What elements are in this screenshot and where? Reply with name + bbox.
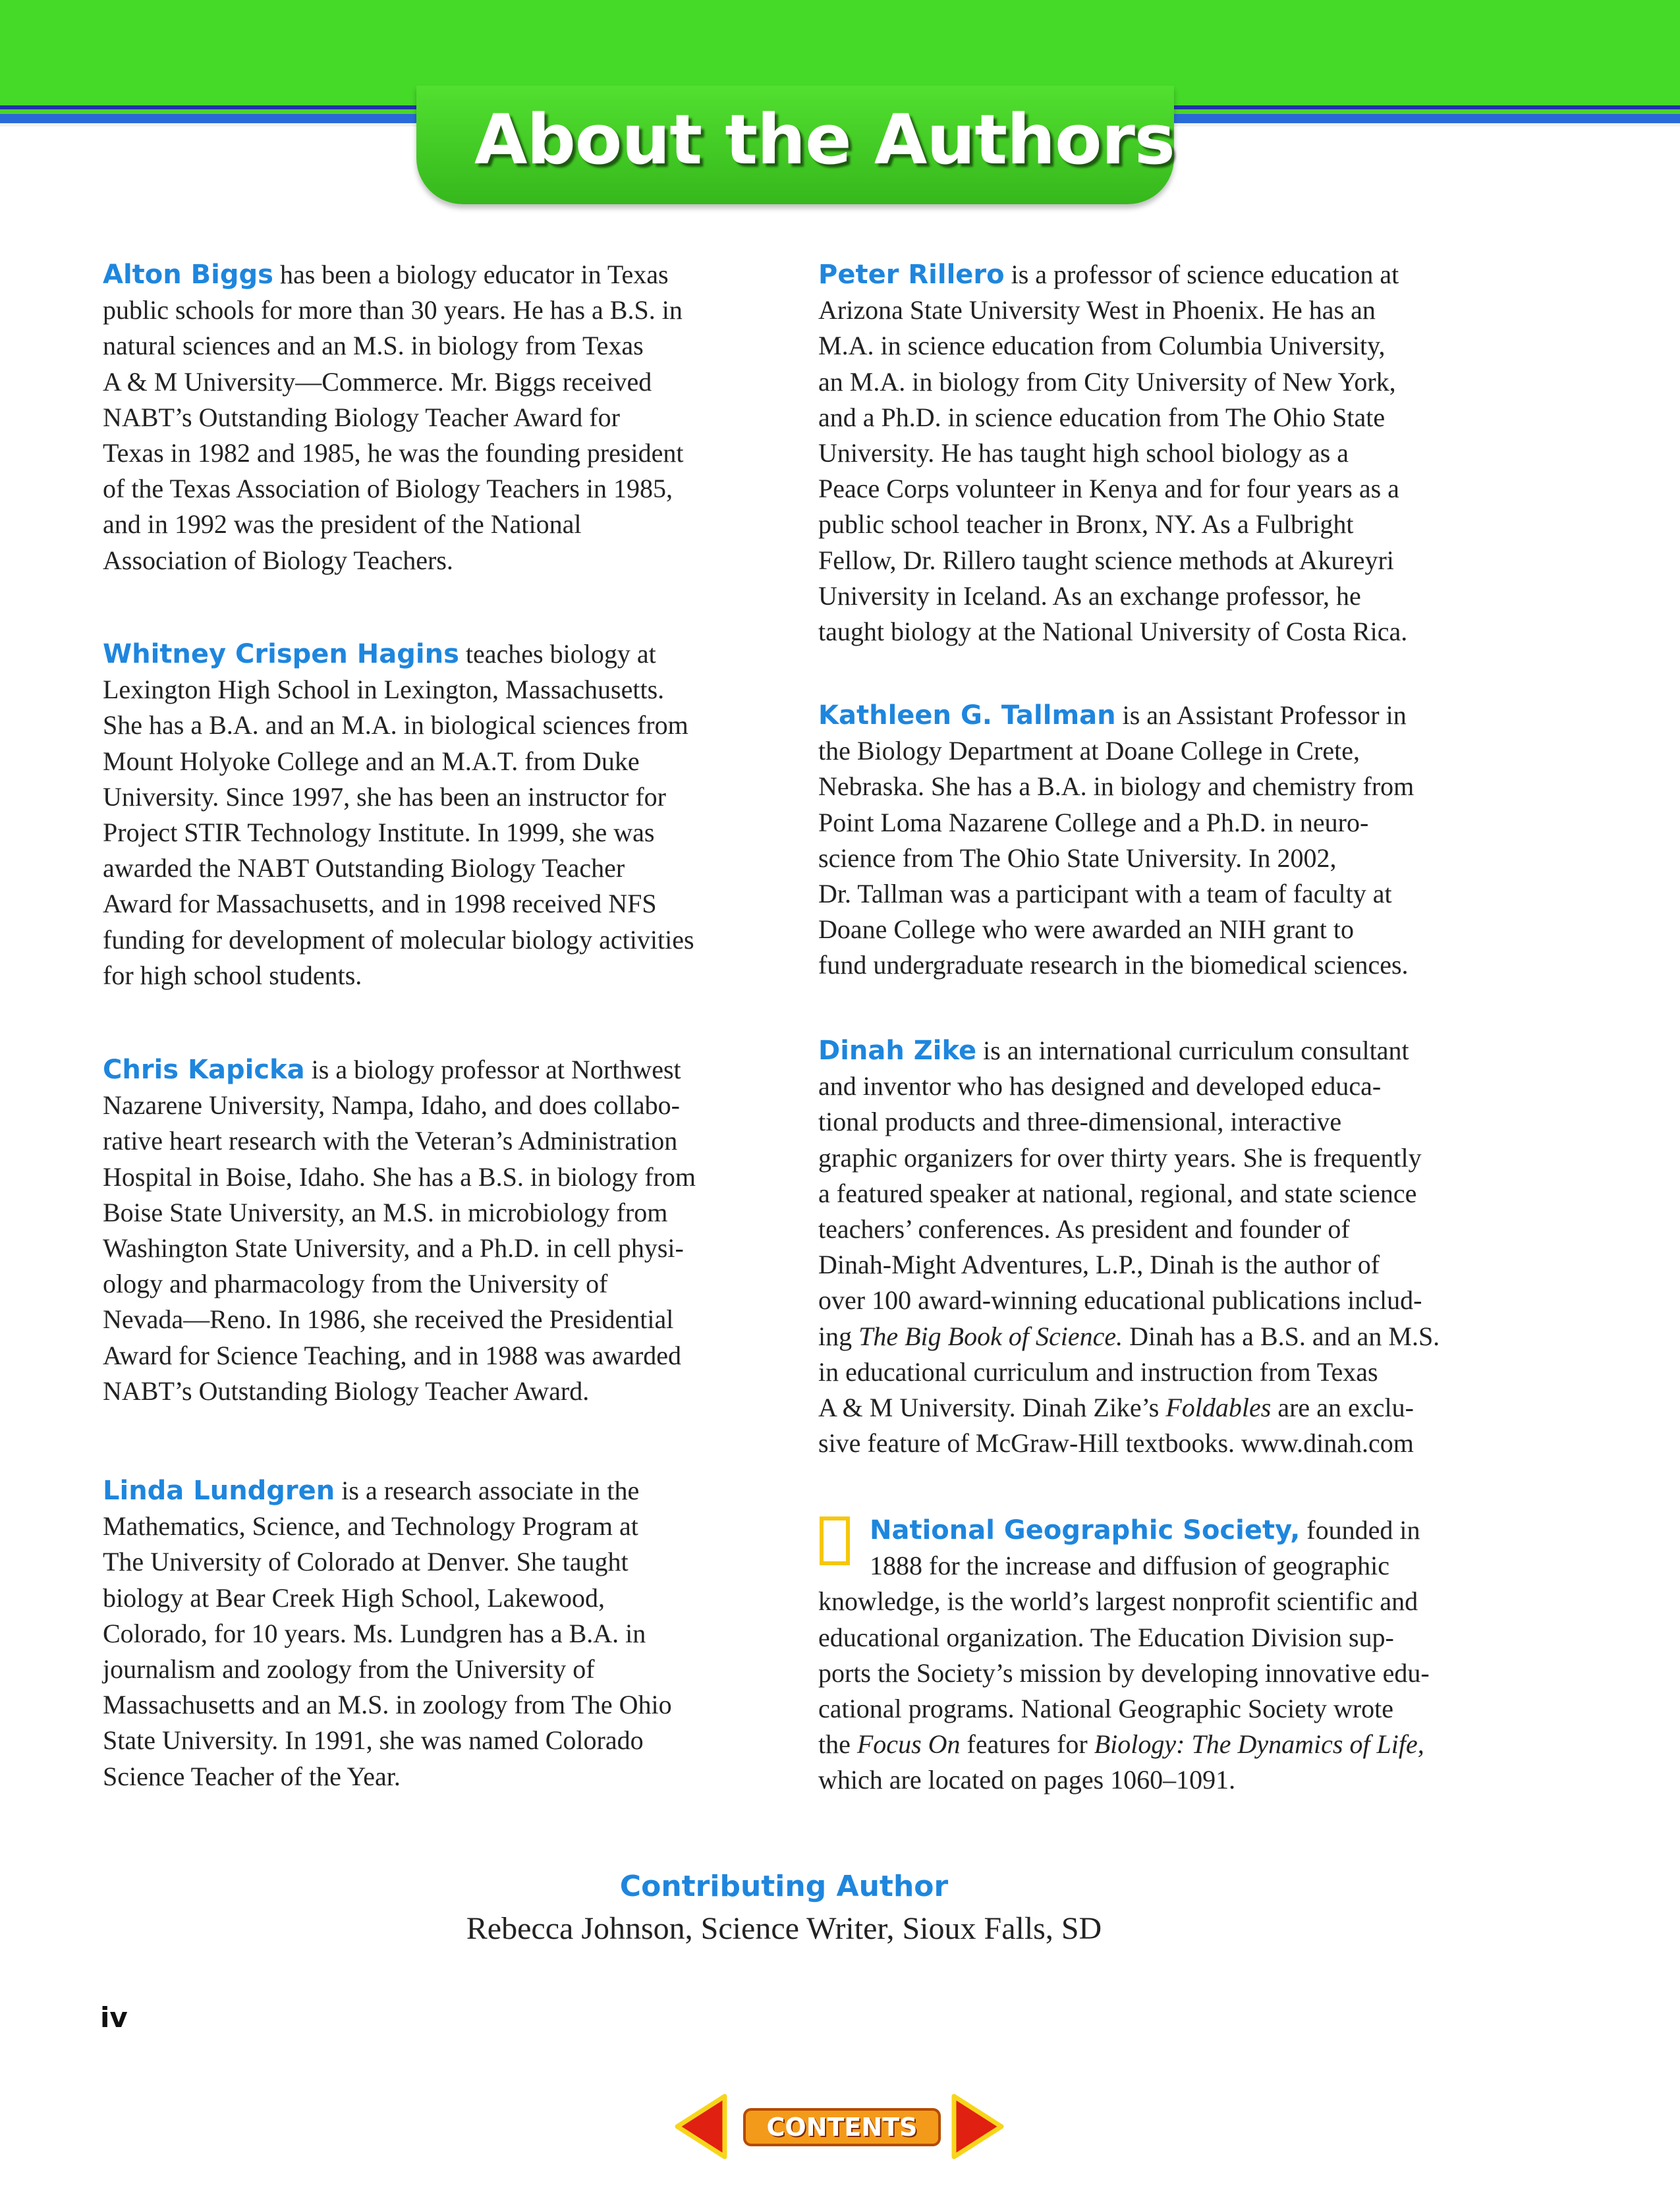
bio-line: Dr. Tallman was a participant with a team of faculty at xyxy=(818,879,1392,909)
bio-line: Arizona State University West in Phoenix. He has an xyxy=(818,295,1376,325)
bio-line: She has a B.A. and an M.A. in biological sciences from xyxy=(103,710,688,740)
bio-line: NABT’s Outstanding Biology Teacher Award. xyxy=(103,1376,590,1406)
book-title: The Big Book of Science. xyxy=(858,1321,1123,1351)
book-title: Biology: The Dynamics of Life, xyxy=(1094,1729,1424,1760)
foldables-title: Foldables xyxy=(1165,1393,1272,1423)
bio-line: Association of Biology Teachers. xyxy=(103,545,453,575)
bio-line: which are located on pages 1060–1091. xyxy=(818,1765,1236,1795)
bio-line: Award for Science Teaching, and in 1988 was awarded xyxy=(103,1340,682,1370)
bio-line: taught biology at the National University of Costa Rica. xyxy=(818,617,1408,647)
bio-line: Science Teacher of the Year. xyxy=(103,1761,401,1791)
bio-line: Boise State University, an M.S. in microbiology from xyxy=(103,1197,668,1227)
bio-alton-biggs xyxy=(103,257,762,578)
bio-line: in educational curriculum and instruction from Texas xyxy=(818,1356,1378,1387)
bio-line: and a Ph.D. in science education from The Ohio State xyxy=(818,402,1386,432)
bio-line: Nazarene University, Nampa, Idaho, and does collabo- xyxy=(103,1090,680,1121)
bio-line: A & M University—Commerce. Mr. Biggs received xyxy=(103,366,652,397)
bio-line: University in Iceland. As an exchange professor, he xyxy=(818,580,1361,611)
bio-line: A & M University. Dinah Zike’s Foldables are an exclu- xyxy=(818,1393,1414,1423)
bio-line: Award for Massachusetts, and in 1998 received NFS xyxy=(103,889,657,919)
bio-line: Alton Biggs has been a biology educator in Texas xyxy=(103,260,669,290)
bio-line: Peace Corps volunteer in Kenya and for four years as a xyxy=(818,474,1399,504)
page-number: iv xyxy=(100,2001,128,2034)
author-name: Alton Biggs xyxy=(103,260,273,290)
bio-line: NABT’s Outstanding Biology Teacher Award for xyxy=(103,402,620,432)
bio-chris-kapicka xyxy=(103,1052,762,1409)
bio-line: Whitney Crispen Hagins teaches biology at xyxy=(103,639,656,669)
bio-whitney-hagins xyxy=(103,636,762,993)
bio-line: Project STIR Technology Institute. In 1999, she was xyxy=(103,818,655,848)
author-name: Dinah Zike xyxy=(818,1036,977,1066)
bio-line: Mathematics, Science, and Technology Program at xyxy=(103,1511,638,1542)
bio-line: science from The Ohio State University. In 2002, xyxy=(818,843,1337,873)
bio-line: funding for development of molecular biology activities xyxy=(103,924,694,955)
bio-line: graphic organizers for over thirty years. She is frequently xyxy=(818,1142,1422,1173)
bio-line: journalism and zoology from the University of xyxy=(103,1654,595,1684)
bio-line: Kathleen G. Tallman is an Assistant Professor in xyxy=(818,700,1407,731)
bio-line: public schools for more than 30 years. He has a B.S. in xyxy=(103,295,683,325)
author-name: Kathleen G. Tallman xyxy=(818,700,1116,731)
bio-line: Mount Holyoke College and an M.A.T. from Duke xyxy=(103,746,640,776)
bio-line: teachers’ conferences. As president and founder of xyxy=(818,1214,1350,1244)
contents-button[interactable]: CONTENTS xyxy=(743,2108,941,2146)
bio-line: tional products and three-dimensional, interactive xyxy=(818,1107,1342,1137)
bio-line: educational organization. The Education Division sup- xyxy=(818,1622,1394,1652)
bio-line: awarded the NABT Outstanding Biology Teacher xyxy=(103,853,625,883)
bio-line: cational programs. National Geographic Society wrote xyxy=(818,1694,1394,1724)
bio-line: knowledge, is the world’s largest nonprofit scientific and xyxy=(818,1586,1418,1617)
bio-line: biology at Bear Creek High School, Lakewood, xyxy=(103,1582,605,1613)
bio-line: University. Since 1997, she has been an instructor for xyxy=(103,781,666,812)
author-name: Whitney Crispen Hagins xyxy=(103,639,459,669)
bio-line: the Focus On features for Biology: The Dynamics of Life, xyxy=(818,1729,1424,1760)
prev-arrow-icon[interactable] xyxy=(677,2096,725,2157)
bio-line: the Biology Department at Doane College in Crete, xyxy=(818,736,1360,766)
bio-line: ology and pharmacology from the University of xyxy=(103,1269,608,1299)
bio-national-geographic xyxy=(818,1513,1503,1798)
bio-line: Dinah-Might Adventures, L.P., Dinah is the author of xyxy=(818,1250,1380,1280)
bio-line: natural sciences and an M.S. in biology from Texas xyxy=(103,331,644,361)
bio-line: Washington State University, and a Ph.D. in cell physi- xyxy=(103,1233,684,1264)
bio-line: over 100 award-winning educational publications includ- xyxy=(818,1285,1422,1316)
bio-line: Fellow, Dr. Rillero taught science methods at Akureyri xyxy=(818,545,1394,575)
bio-line: Dinah Zike is an international curriculum consultant xyxy=(818,1036,1409,1066)
bio-line: fund undergraduate research in the biomedical sciences. xyxy=(818,950,1409,980)
contributing-author-text: Rebecca Johnson, Science Writer, Sioux Falls, SD xyxy=(466,1911,1102,1946)
feature-title: Focus On xyxy=(856,1729,961,1760)
bio-line: National Geographic Society, founded in xyxy=(870,1515,1420,1545)
bio-line: ing The Big Book of Science. Dinah has a B.S. and an M.S. xyxy=(818,1321,1440,1351)
bio-line: 1888 for the increase and diffusion of geographic xyxy=(870,1551,1390,1581)
bio-kathleen-tallman xyxy=(818,698,1503,984)
bio-line: State University. In 1991, she was named Colorado xyxy=(103,1725,644,1756)
author-name: Linda Lundgren xyxy=(103,1476,335,1506)
bio-line: Nevada—Reno. In 1986, she received the Presidential xyxy=(103,1304,674,1335)
bio-peter-rillero xyxy=(818,257,1503,650)
bio-line: sive feature of McGraw-Hill textbooks. www.dinah.com xyxy=(818,1428,1414,1459)
next-arrow-icon[interactable] xyxy=(954,2096,1001,2157)
bio-line: University. He has taught high school biology as a xyxy=(818,438,1349,468)
bio-line: Nebraska. She has a B.A. in biology and chemistry from xyxy=(818,771,1414,802)
bio-line: an M.A. in biology from City University of New York, xyxy=(818,366,1396,397)
page-navigation xyxy=(671,2091,1013,2163)
org-name: National Geographic Society, xyxy=(870,1515,1301,1545)
bio-line: and inventor who has designed and developed educa- xyxy=(818,1071,1382,1101)
bio-line: of the Texas Association of Biology Teachers in 1985, xyxy=(103,474,673,504)
bio-line: Chris Kapicka is a biology professor at Northwest xyxy=(103,1055,681,1085)
bio-line: M.A. in science education from Columbia University, xyxy=(818,331,1386,361)
bio-linda-lundgren xyxy=(103,1473,762,1795)
bio-line: Doane College who were awarded an NIH grant to xyxy=(818,914,1355,945)
bio-line: Linda Lundgren is a research associate in the xyxy=(103,1476,640,1506)
bio-line: Texas in 1982 and 1985, he was the founding president xyxy=(103,438,684,468)
bio-dinah-zike xyxy=(818,1033,1503,1461)
page-title: About the Authors xyxy=(474,99,1175,180)
contributing-author-heading: Contributing Author xyxy=(619,1870,949,1903)
bio-line: ports the Society’s mission by developing innovative edu- xyxy=(818,1657,1430,1688)
bio-line: public school teacher in Bronx, NY. As a Fulbright xyxy=(818,509,1354,540)
bio-line: for high school students. xyxy=(103,960,362,990)
bio-line: Peter Rillero is a professor of science education at xyxy=(818,260,1399,290)
bio-line: Colorado, for 10 years. Ms. Lundgren has a B.A. in xyxy=(103,1618,646,1648)
bio-line: Massachusetts and an M.S. in zoology from The Ohio xyxy=(103,1690,672,1720)
bio-line: and in 1992 was the president of the National xyxy=(103,509,582,540)
author-name: Chris Kapicka xyxy=(103,1055,305,1085)
bio-line: Hospital in Boise, Idaho. She has a B.S. in biology from xyxy=(103,1161,696,1192)
bio-line: rative heart research with the Veteran’s Administration xyxy=(103,1126,678,1156)
bio-line: Point Loma Nazarene College and a Ph.D. in neuro- xyxy=(818,807,1369,837)
author-name: Peter Rillero xyxy=(818,260,1005,290)
bio-line: a featured speaker at national, regional, and state science xyxy=(818,1178,1417,1208)
bio-line: Lexington High School in Lexington, Massachusetts. xyxy=(103,675,665,705)
bio-line: The University of Colorado at Denver. She taught xyxy=(103,1547,629,1577)
